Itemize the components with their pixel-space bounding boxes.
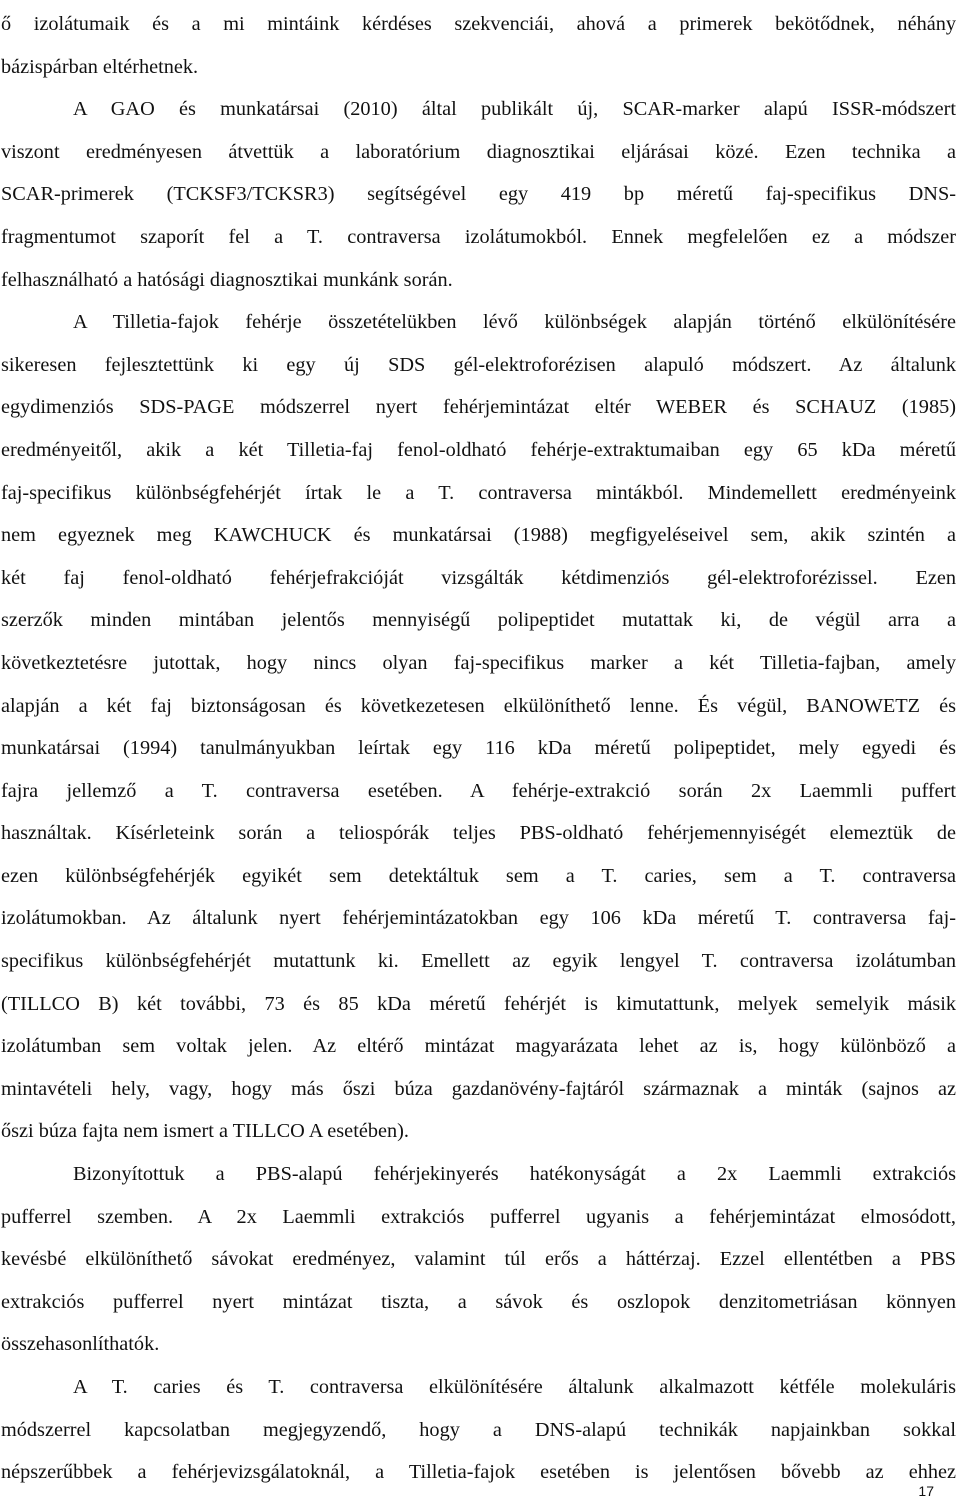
text-line: fajra jellemző a T. contraversa esetében. A fehérje-extrakció során 2x Laemmli puffert	[1, 779, 956, 802]
text-line: izolátumokban. Az általunk nyert fehérjemintázatokban egy 106 kDa méretű T. contraversa faj-	[1, 907, 956, 930]
text-line: A Tilletia-fajok fehérje összetételükben lévő különbségek alapján történő elkülönítésére	[73, 311, 956, 334]
text-line: őszi búza fajta nem ismert a TILLCO A esetében).	[1, 1120, 409, 1143]
paragraph	[1, 1366, 956, 1494]
text-line: eredményeitől, akik a két Tilletia-faj fenol-oldható fehérje-extraktumaiban egy 65 kDa méretű	[1, 438, 956, 461]
paragraph	[1, 301, 956, 1153]
text-line: A GAO és munkatársai (2010) által publikált új, SCAR-marker alapú ISSR-módszert	[73, 98, 956, 121]
text-line: fragmentumot szaporít fel a T. contraversa izolátumokból. Ennek megfelelően ez a módszer	[1, 225, 956, 248]
text-line: (TILLCO B) két további, 73 és 85 kDa méretű fehérjét is kimutattunk, melyek semelyik másik	[1, 992, 956, 1015]
text-line: specifikus különbségfehérjét mutattunk ki. Emellett az egyik lengyel T. contraversa izolátumban	[1, 950, 956, 973]
page-number: 17	[918, 1483, 934, 1499]
text-line: következtetésre jutottak, hogy nincs olyan faj-specifikus marker a két Tilletia-fajban, amely	[1, 651, 956, 674]
text-line: módszerrel kapcsolatban megjegyzendő, hogy a DNS-alapú technikák napjainkban sokkal	[1, 1418, 956, 1441]
text-line: alapján a két faj biztonságosan és következetesen elkülöníthető lenne. És végül, BANOWETZ és	[1, 694, 956, 717]
text-line: szerzők minden mintában jelentős mennyiségű polipeptidet mutattak ki, de végül arra a	[1, 609, 956, 632]
text-line: A T. caries és T. contraversa elkülönítésére általunk alkalmazott kétféle molekuláris	[73, 1376, 956, 1398]
text-line: faj-specifikus különbségfehérjét írtak le a T. contraversa mintákból. Mindemellett eredményeink	[1, 481, 956, 504]
paragraph	[1, 1153, 956, 1366]
text-line: munkatársai (1994) tanulmányukban leírtak egy 116 kDa méretű polipeptidet, mely egyedi és	[1, 737, 956, 760]
text-line: sikeresen fejlesztettünk ki egy új SDS gél-elektroforézisen alapuló módszert. Az általunk	[1, 353, 956, 376]
text-line: mintavételi hely, vagy, hogy más őszi búza gazdanövény-fajtáról származnak a minták (sajnos az	[1, 1077, 956, 1100]
text-line: bázispárban eltérhetnek.	[1, 55, 199, 78]
text-line: használtak. Kísérleteink során a teliospórák teljes PBS-oldható fehérjemennyiségét elemeztük de	[1, 822, 956, 845]
text-line: extrakciós pufferrel nyert mintázat tiszta, a sávok és oszlopok denzitometriásan könnyen	[1, 1290, 956, 1313]
paragraph	[1, 3, 956, 88]
paragraph	[1, 88, 956, 301]
text-line: két faj fenol-oldható fehérjefrakcióját vizsgálták kétdimenziós gél-elektroforézissel. Ezen	[1, 566, 956, 589]
text-line: SCAR-primerek (TCKSF3/TCKSR3) segítségével egy 419 bp méretű faj-specifikus DNS-	[1, 183, 956, 206]
text-line: egydimenziós SDS-PAGE módszerrel nyert fehérjemintázat eltér WEBER és SCHAUZ (1985)	[1, 396, 956, 419]
text-line: ezen különbségfehérjék egyikét sem detektáltuk sem a T. caries, sem a T. contraversa	[1, 864, 956, 887]
text-line: izolátumban sem voltak jelen. Az eltérő mintázat magyarázata lehet az is, hogy különböző a	[1, 1035, 956, 1058]
text-line: nem egyeznek meg KAWCHUCK és munkatársai (1988) megfigyeléseivel sem, akik szintén a	[1, 524, 956, 547]
text-line: népszerűbbek a fehérjevizsgálatoknál, a Tilletia-fajok esetében is jelentősen bővebb az ehhez	[1, 1461, 956, 1484]
text-line: Bizonyítottuk a PBS-alapú fehérjekinyerés hatékonyságát a 2x Laemmli extrakciós	[73, 1163, 956, 1186]
text-line: pufferrel szemben. A 2x Laemmli extrakciós pufferrel ugyanis a fehérjemintázat elmosódott,	[1, 1205, 956, 1228]
text-line: viszont eredményesen átvettük a laboratórium diagnosztikai eljárásai közé. Ezen technika a	[1, 140, 956, 163]
text-line: felhasználható a hatósági diagnosztikai munkánk során.	[1, 268, 453, 291]
text-line: összehasonlíthatók.	[1, 1333, 160, 1356]
text-line: kevésbé elkülöníthető sávokat eredményez, valamint túl erős a háttérzaj. Ezzel ellentétben a PBS	[1, 1248, 956, 1271]
body-text	[1, 3, 956, 1494]
text-line: ő izolátumaik és a mi mintáink kérdéses szekvenciái, ahová a primerek bekötődnek, néhány	[1, 13, 956, 35]
